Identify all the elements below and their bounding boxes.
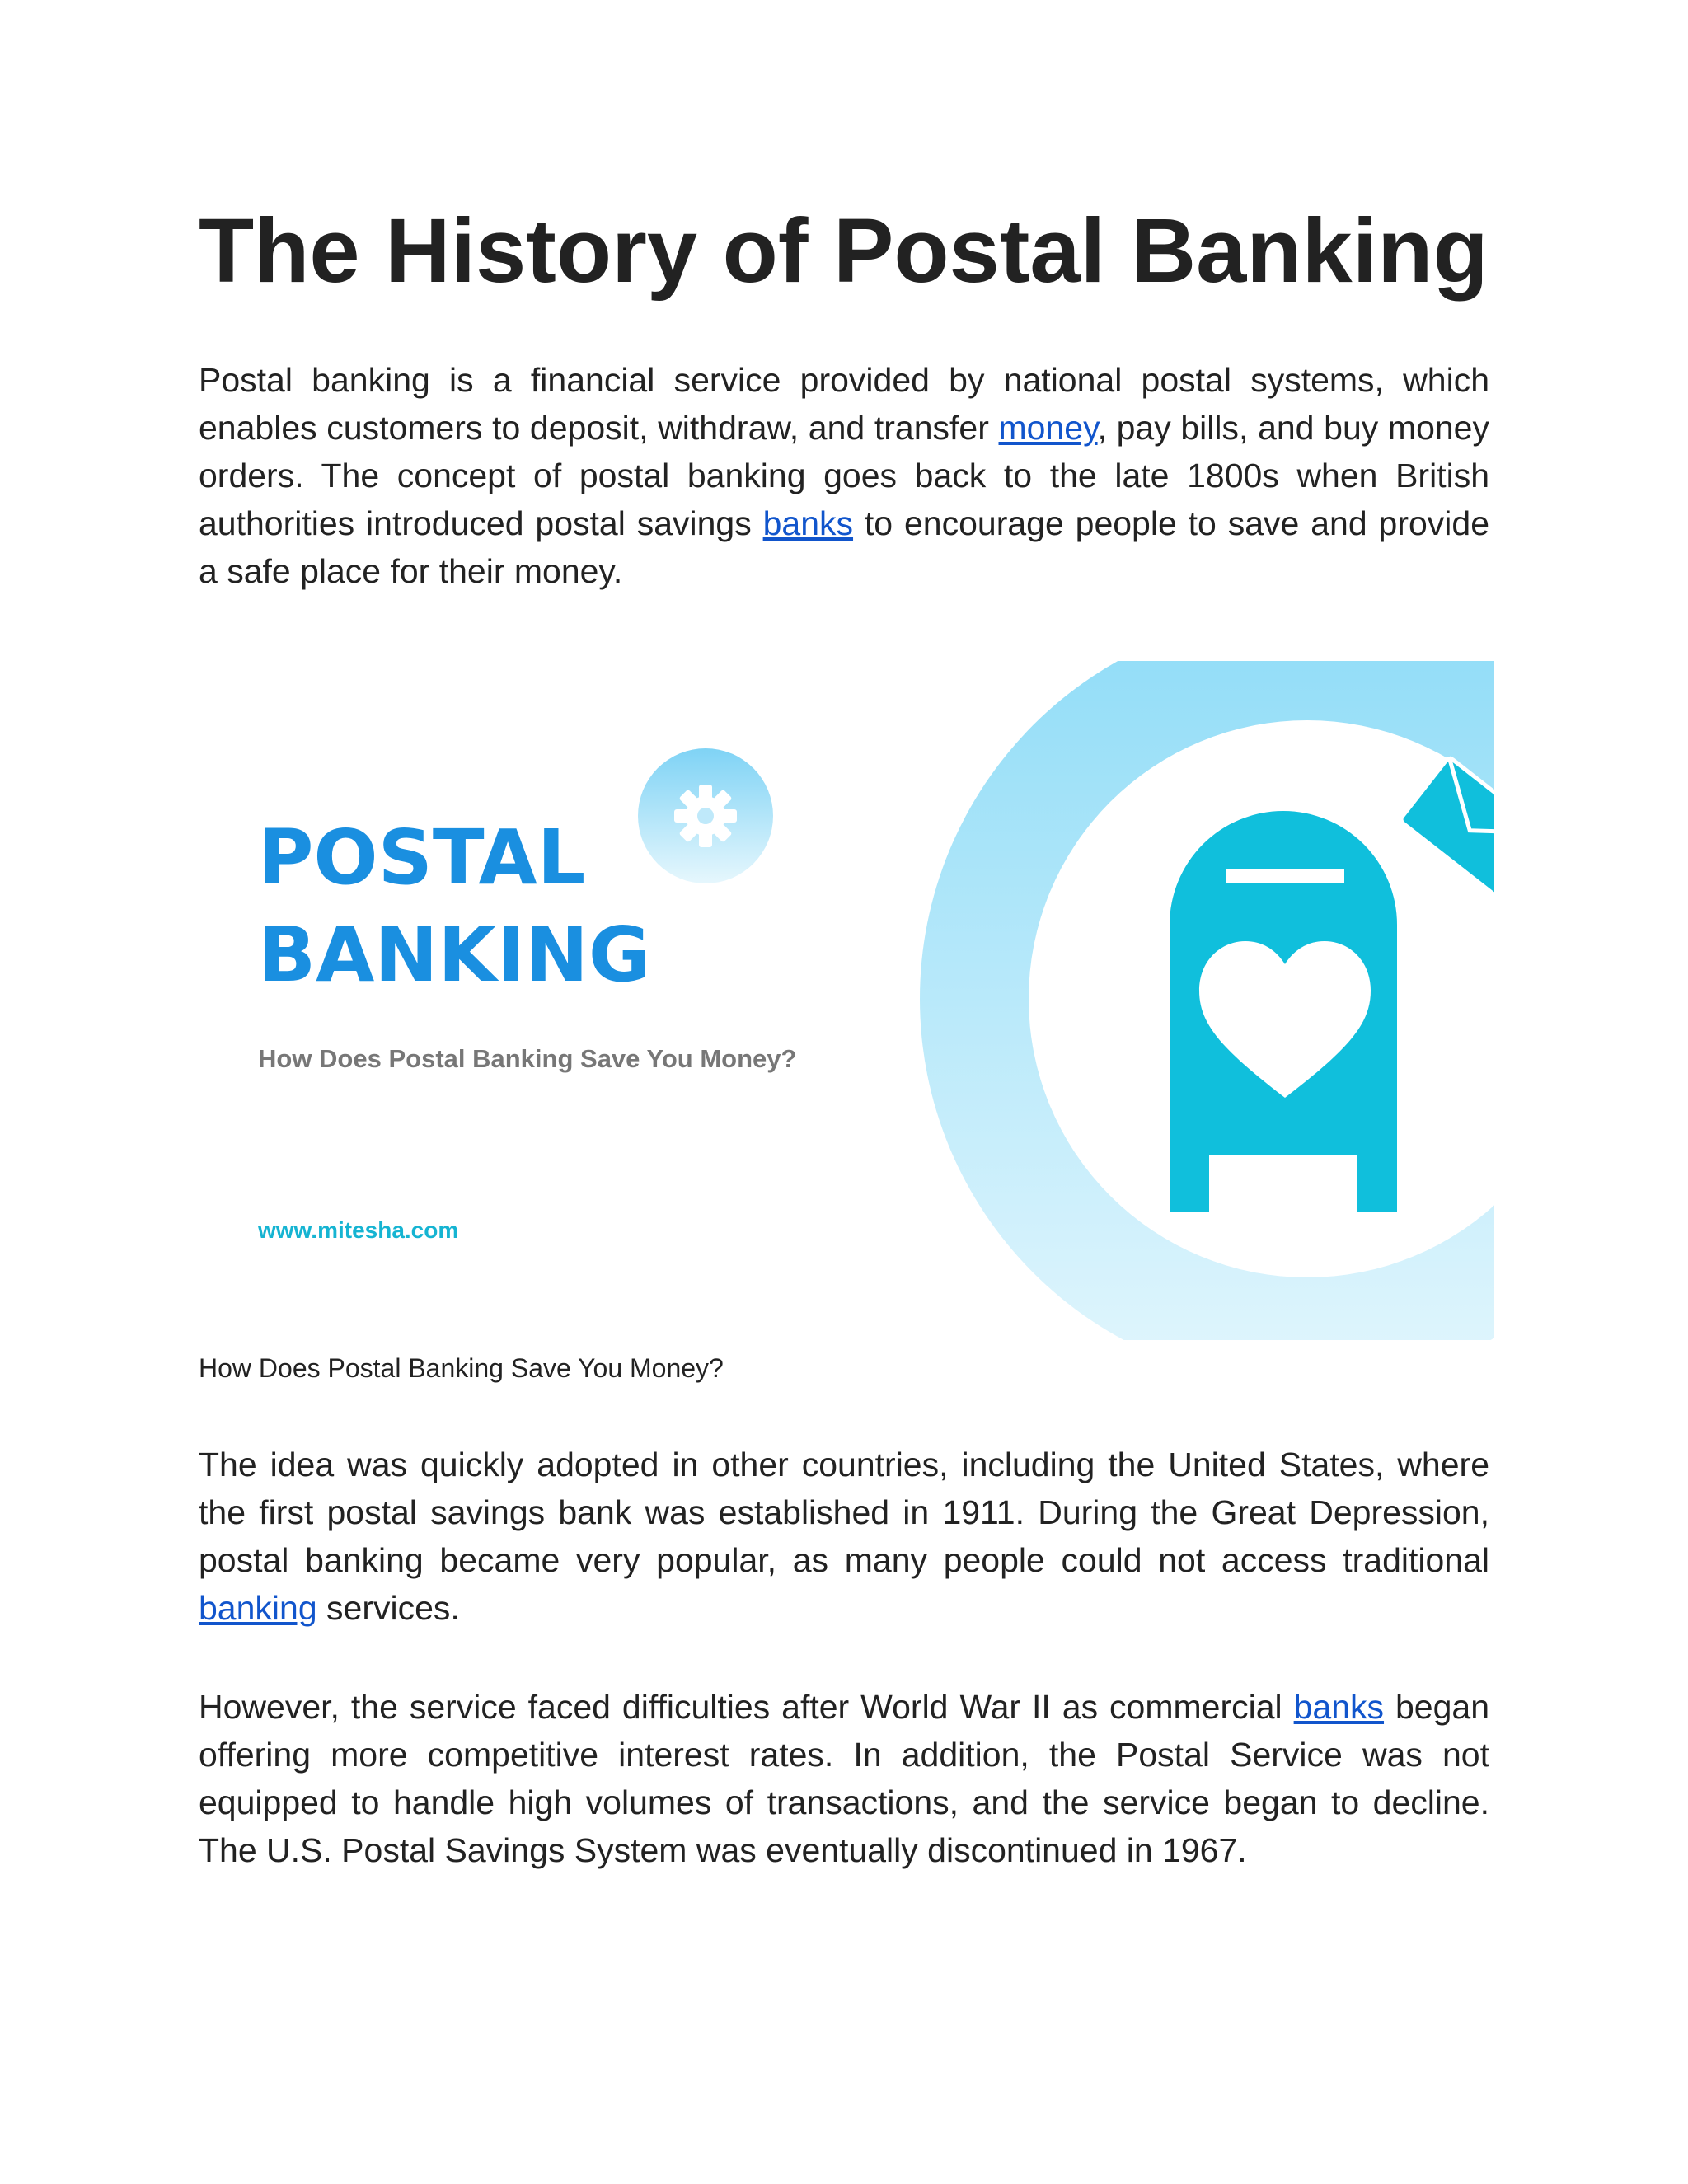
figure-caption: How Does Postal Banking Save You Money? [199,1353,724,1383]
paragraph-text: , pay bills, and buy money orders. The concept of postal banking goes back to the late 1800s when British authorities introduced postal savings [199,409,1489,542]
link-banking[interactable]: banking [199,1589,317,1627]
paragraph-text: began offering more competitive interest rates. In addition, the Postal Service was not equipped to handle high volumes of transactions, and the service began to decline. The U.S. Postal Savings System was eventually discontinued in 1967. [199,1688,1490,1869]
article-figure [199,661,1494,1340]
paragraph-intro [199,356,1489,595]
banner-subtitle: How Does Postal Banking Save You Money? [258,1044,797,1073]
gear-icon [638,748,773,883]
banner-title-line2: BANKING [258,911,651,999]
link-banks[interactable]: banks [762,504,854,542]
link-money[interactable]: money [998,409,1098,447]
paragraph-decline [199,1683,1489,1874]
link-banks-2[interactable]: banks [1293,1688,1385,1726]
paragraph-adoption [199,1441,1489,1632]
paragraph-text: to encourage people to save and provide a safe place for their money. [199,504,1489,590]
paragraph-text: services. [316,1589,460,1627]
paragraph-text: However, the service faced difficulties after World War II as commercial [199,1688,1294,1726]
page-title: The History of Postal Banking [199,200,1489,302]
paragraph-text: Postal banking is a financial service provided by national postal systems, which enables customers to deposit, withdraw, and transfer [199,361,1489,447]
postal-banking-banner [199,661,1494,1340]
banner-website: www.mitesha.com [258,1217,459,1243]
paragraph-text: The idea was quickly adopted in other countries, including the United States, where the first postal savings bank was established in 1911. During the Great Depression, postal banking became very popular, as many people could not access traditional [199,1446,1489,1579]
banner-title-line1: POSTAL [258,813,586,902]
